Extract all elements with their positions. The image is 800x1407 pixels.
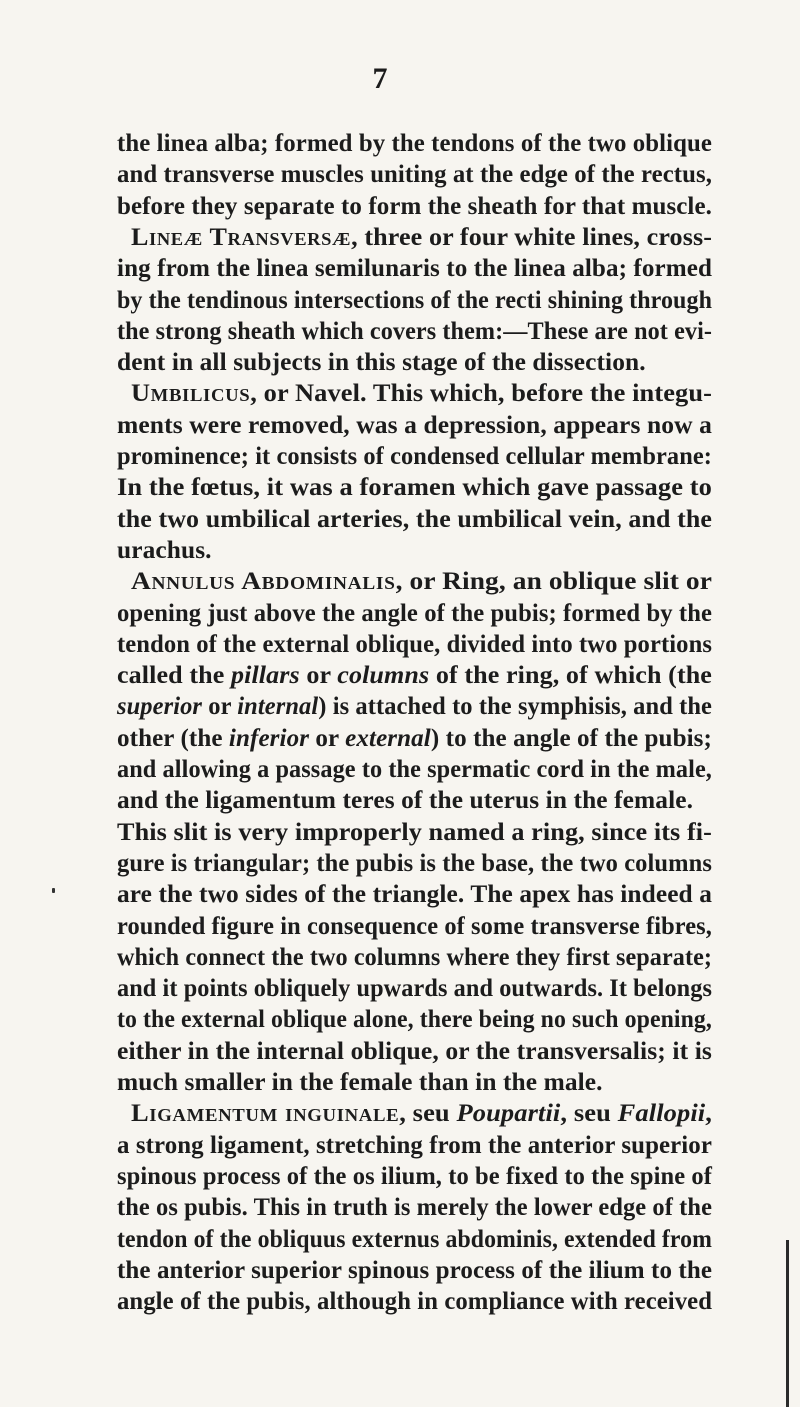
text-line xyxy=(117,1224,712,1255)
text-run: , seu xyxy=(560,1099,618,1128)
text-line xyxy=(117,1067,603,1098)
text-run: the two umbilical arteries, the umbilical vein, and the xyxy=(117,504,712,533)
italic-term: columns xyxy=(337,661,430,690)
italic-term: inferior xyxy=(228,723,310,752)
text-run: either in the internal oblique, or the transversalis; it is xyxy=(117,1036,713,1065)
text-line xyxy=(117,598,712,629)
entry-heading: Lineæ Transversæ xyxy=(131,222,352,251)
italic-term: Poupartii xyxy=(456,1099,561,1128)
text-run: This slit is very improperly named a ring, since its fi- xyxy=(117,817,713,846)
text-run: the os pubis. This in truth is merely the lower edge of the xyxy=(117,1193,713,1222)
page-number: 7 xyxy=(372,62,388,95)
text-run: to the external oblique alone, there being no such opening, xyxy=(117,1005,712,1034)
text-run: tendon of the obliquus externus abdominis, extended from xyxy=(117,1224,712,1253)
text-run: , or Navel. This which, before the integu- xyxy=(250,379,712,408)
italic-term: superior xyxy=(117,692,203,721)
text-line xyxy=(117,128,712,159)
text-line xyxy=(117,1286,712,1317)
text-run: rounded figure in consequence of some transverse fibres, xyxy=(117,911,712,940)
text-line xyxy=(117,1036,712,1067)
entry-heading: Annulus Abdominalis xyxy=(131,567,396,596)
text-line xyxy=(117,159,712,190)
text-run: and allowing a passage to the spermatic cord in the male, xyxy=(117,755,712,783)
text-run: ments were removed, was a depression, appears now a xyxy=(117,410,713,439)
text-run: the strong sheath which covers them:—These are not evi- xyxy=(117,316,713,345)
text-line xyxy=(117,629,712,660)
text-run: and it points obliquely upwards and outwards. It belongs xyxy=(117,974,713,1003)
text-run: the linea alba; formed by the tendons of the two oblique xyxy=(117,129,712,157)
italic-term: pillars xyxy=(230,661,300,690)
text-line xyxy=(117,316,712,347)
text-line xyxy=(131,566,712,597)
margin-mark xyxy=(52,888,55,893)
text-line xyxy=(117,785,693,816)
text-line xyxy=(131,378,712,409)
text-line xyxy=(117,253,712,284)
text-run: ) to the angle of the pubis; xyxy=(430,723,712,752)
text-line xyxy=(117,441,712,472)
text-run: are the two sides of the triangle. The apex has indeed a xyxy=(117,880,712,909)
text-run: , three or four white lines, cross- xyxy=(351,222,712,251)
text-line xyxy=(117,754,712,785)
text-line xyxy=(117,1161,712,1192)
text-run: or xyxy=(299,661,338,690)
text-line xyxy=(117,1192,712,1223)
text-run: prominence; it consists of condensed cellular membrane: xyxy=(117,442,712,470)
text-run: a strong ligament, stretching from the anterior superior xyxy=(117,1130,712,1159)
text-run: opening just above the angle of the pubis; formed by the xyxy=(117,598,713,627)
text-run: spinous process of the os ilium, to be fixed to the spine of xyxy=(117,1161,712,1190)
text-line xyxy=(117,879,712,910)
text-run: other (the xyxy=(117,723,229,752)
text-run: before they separate to form the sheath for that muscle. xyxy=(117,191,712,220)
text-run: tendon of the external oblique, divided into two portions xyxy=(117,629,713,658)
text-run: , seu xyxy=(399,1099,457,1128)
text-line xyxy=(117,1255,712,1286)
text-run: , or Ring, an oblique slit or xyxy=(395,567,713,596)
entry-heading: Umbilicus xyxy=(131,379,251,408)
text-line xyxy=(117,347,646,378)
italic-term: internal xyxy=(237,692,319,721)
text-line xyxy=(117,285,712,316)
text-line xyxy=(117,191,712,222)
text-run: which connect the two columns where they first separate; xyxy=(117,942,713,971)
text-line xyxy=(117,504,712,535)
text-line xyxy=(117,660,712,691)
text-run: or xyxy=(202,692,238,721)
text-run: and the ligamentum teres of the uterus in the female. xyxy=(117,786,694,815)
text-run: called the xyxy=(117,661,231,690)
text-run: angle of the pubis, although in compliance with received xyxy=(117,1287,713,1316)
text-run: much smaller in the female than in the male. xyxy=(117,1068,603,1096)
text-line xyxy=(131,222,712,253)
text-line xyxy=(117,723,712,754)
text-line xyxy=(117,1004,712,1035)
text-run: dent in all subjects in this stage of the dissection. xyxy=(117,348,646,377)
text-run: gure is triangular; the pubis is the base, the two columns xyxy=(117,848,712,877)
text-run: ing from the linea semilunaris to the linea alba; formed xyxy=(117,254,713,283)
entry-heading: Ligamentum inguinale xyxy=(131,1099,400,1128)
text-line xyxy=(117,911,712,942)
text-line xyxy=(117,1130,712,1161)
text-line xyxy=(117,535,212,566)
text-run: ) is attached to the symphisis, and the xyxy=(318,692,713,721)
text-line xyxy=(117,817,712,848)
page-edge-mark xyxy=(786,1240,789,1407)
text-line xyxy=(117,973,712,1004)
text-run: In the fœtus, it was a foramen which gave passage to xyxy=(117,473,712,502)
text-line xyxy=(117,691,712,722)
text-line xyxy=(117,942,712,973)
text-run: , xyxy=(705,1099,712,1128)
text-run: of the ring, of which (the xyxy=(429,661,712,690)
italic-term: Fallopii xyxy=(617,1099,706,1128)
text-run: urachus. xyxy=(117,535,212,564)
text-run: the anterior superior spinous process of the ilium to the xyxy=(117,1255,713,1284)
text-run: and transverse muscles uniting at the edge of the rectus, xyxy=(117,160,713,189)
text-run: or xyxy=(309,723,346,752)
italic-term: external xyxy=(345,723,431,752)
text-line xyxy=(117,410,712,441)
text-line xyxy=(117,472,712,503)
text-line xyxy=(117,848,712,879)
text-run: by the tendinous intersections of the recti shining through xyxy=(117,285,713,314)
text-line xyxy=(131,1098,712,1129)
